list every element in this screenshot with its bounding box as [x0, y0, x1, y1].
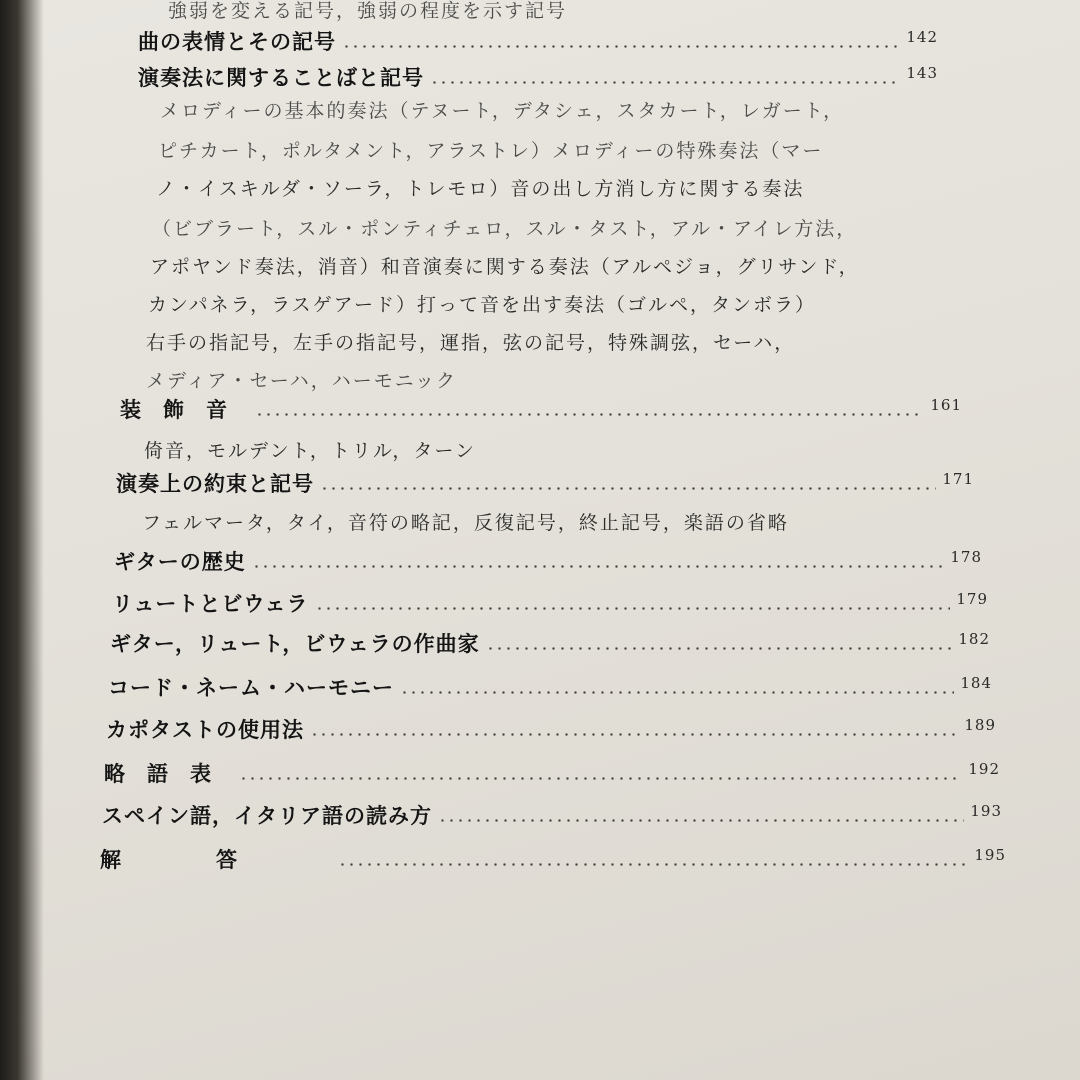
toc-subtopics-text: アポヤンド奏法，消音）和音演奏に関する奏法（アルペジョ，グリサンド，: [150, 255, 860, 278]
toc-leader-dots: [438, 819, 964, 822]
toc-subtopics: [156, 170, 804, 204]
toc-leader-dots: [252, 565, 945, 568]
toc-subtopics-text: 強弱を変える記号，強弱の程度を示す記号: [168, 0, 568, 22]
toc-entry-title: 解答: [100, 848, 332, 872]
toc-entry-title: リュートとビウェラ: [112, 592, 309, 616]
toc-subtopics-text: （ビブラート，スル・ポンティチェロ，スル・タスト，アル・アイレ方法，: [152, 217, 858, 240]
toc-entry-title: コード・ネーム・ハーモニー: [108, 676, 394, 700]
toc-leader-dots: [430, 81, 900, 84]
toc-entry: [112, 586, 988, 620]
toc-leader-dots: [486, 647, 953, 650]
toc-entry: [120, 392, 962, 426]
toc-subtopics: [148, 286, 816, 320]
toc-entry: [116, 466, 974, 500]
toc-leader-dots: [400, 691, 954, 694]
toc-leader-dots: [320, 487, 936, 490]
toc-subtopics: [146, 324, 795, 358]
toc-page-number: 179: [956, 590, 988, 608]
toc-entry: [138, 24, 938, 58]
toc-subtopics-text: メディア・セーハ，ハーモニック: [146, 369, 458, 392]
toc-leader-dots: [310, 733, 958, 736]
toc-subtopics-text: ピチカート，ポルタメント，アラストレ）メロディーの特殊奏法（マー: [158, 139, 824, 162]
toc-entry-title: ギター，リュート，ビウェラの作曲家: [110, 632, 480, 656]
toc-entry-title: カポタストの使用法: [106, 718, 304, 742]
toc-subtopics-text: 右手の指記号，左手の指記号，運指，弦の記号，特殊調弦，セーハ，: [146, 331, 796, 354]
toc-entry-title: 演奏法に関することばと記号: [138, 66, 424, 90]
toc-leader-dots: [255, 413, 924, 416]
toc-leader-dots: [315, 607, 951, 610]
toc-leader-dots: [239, 777, 962, 780]
toc-subtopics-text: フェルマータ，タイ，音符の略記，反復記号，終止記号，楽語の省略: [142, 511, 789, 534]
toc-subtopics-text: 倚音，モルデント，トリル，ターン: [144, 439, 477, 462]
toc-entry: [110, 626, 990, 660]
toc-leader-dots: [338, 863, 968, 866]
toc-page-number: 142: [906, 28, 938, 46]
toc-entry-title: 曲の表情とその記号: [138, 30, 336, 54]
toc-entry: [100, 842, 1006, 876]
toc-page-number: 192: [968, 760, 1000, 778]
toc-entry: [106, 712, 996, 746]
toc-entry-title: 演奏上の約束と記号: [116, 472, 314, 496]
toc-entry-title: 装飾音: [120, 398, 249, 422]
toc-entry: [104, 756, 1000, 790]
toc-subtopics: [144, 432, 476, 466]
toc-subtopics: [152, 210, 857, 244]
toc-page-number: 193: [970, 802, 1002, 820]
toc-subtopics: [150, 248, 860, 282]
toc-subtopics: [146, 362, 457, 396]
toc-subtopics-text: カンパネラ，ラスゲアード）打って音を出す奏法（ゴルペ，タンボラ）: [148, 293, 817, 316]
toc-subtopics-text: メロディーの基本的奏法（テヌート，デタシェ，スタカート，レガート，: [160, 99, 845, 122]
toc-page-number: 171: [942, 470, 974, 488]
toc-entry: [108, 670, 992, 704]
toc-subtopics: [168, 0, 567, 26]
page-gutter-shadow: [0, 0, 44, 1080]
toc-entry: [102, 798, 1002, 832]
toc-page-number: 178: [950, 548, 982, 566]
toc-page-number: 184: [960, 674, 992, 692]
toc-entry: [138, 60, 938, 94]
toc-entry-title: 略語表: [104, 762, 233, 786]
toc-subtopics-text: ノ・イスキルダ・ソーラ，トレモロ）音の出し方消し方に関する奏法: [156, 177, 805, 200]
toc-page-number: 143: [906, 64, 938, 82]
toc-entry-title: スペイン語，イタリア語の読み方: [102, 804, 432, 828]
toc-leader-dots: [342, 45, 900, 48]
toc-entry-title: ギターの歴史: [114, 550, 246, 574]
toc-page-number: 161: [930, 396, 962, 414]
toc-entry: [114, 544, 982, 578]
toc-subtopics: [142, 504, 789, 538]
toc-page-number: 195: [974, 846, 1006, 864]
toc-page-number: 182: [958, 630, 990, 648]
toc-page-number: 189: [964, 716, 996, 734]
toc-subtopics: [158, 132, 823, 166]
toc-subtopics: [160, 92, 844, 126]
